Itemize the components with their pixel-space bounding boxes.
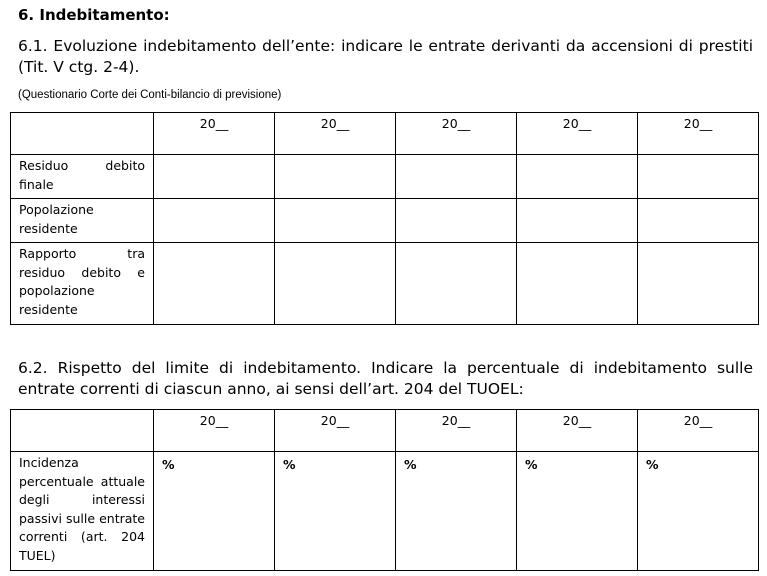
percent-input-cell[interactable]: % bbox=[517, 452, 638, 571]
table-header-row bbox=[11, 410, 759, 452]
year-header-cell: 20__ bbox=[638, 410, 759, 452]
year-header-cell: 20__ bbox=[154, 113, 275, 155]
debt-limit-table bbox=[10, 409, 759, 571]
percent-input-cell[interactable]: % bbox=[638, 452, 759, 571]
debt-evolution-table bbox=[10, 112, 759, 325]
input-cell[interactable] bbox=[154, 199, 275, 243]
input-cell[interactable] bbox=[275, 199, 396, 243]
row-label-rapporto: Rapporto tra residuo debito e popolazione residente bbox=[11, 243, 154, 325]
header-empty-cell bbox=[11, 113, 154, 155]
row-label-residuo-debito: Residuo debito finale bbox=[11, 155, 154, 199]
row-label-popolazione: Popolazione residente bbox=[11, 199, 154, 243]
percent-input-cell[interactable]: % bbox=[396, 452, 517, 571]
input-cell[interactable] bbox=[396, 155, 517, 199]
input-cell[interactable] bbox=[517, 199, 638, 243]
input-cell[interactable] bbox=[638, 243, 759, 325]
input-cell[interactable] bbox=[517, 243, 638, 325]
input-cell[interactable] bbox=[154, 243, 275, 325]
part2-title: 6.2. Rispetto del limite di indebitamento. Indicare la percentuale di indebitamento sulle entrate correnti di ciascun anno, ai sensi dell’art. 204 del TUOEL: bbox=[18, 359, 753, 398]
input-cell[interactable] bbox=[275, 243, 396, 325]
percent-input-cell[interactable]: % bbox=[154, 452, 275, 571]
part1-source-note: (Questionario Corte dei Conti-bilancio di previsione) bbox=[18, 89, 282, 101]
year-header-cell: 20__ bbox=[517, 410, 638, 452]
table-row bbox=[11, 243, 759, 325]
input-cell[interactable] bbox=[638, 155, 759, 199]
input-cell[interactable] bbox=[154, 155, 275, 199]
input-cell[interactable] bbox=[275, 155, 396, 199]
input-cell[interactable] bbox=[396, 199, 517, 243]
table-row bbox=[11, 155, 759, 199]
year-header-cell: 20__ bbox=[396, 113, 517, 155]
year-header-cell: 20__ bbox=[154, 410, 275, 452]
table-row bbox=[11, 452, 759, 571]
year-header-cell: 20__ bbox=[275, 410, 396, 452]
input-cell[interactable] bbox=[638, 199, 759, 243]
row-label-incidenza-interessi: Incidenza percentuale attuale degli interessi passivi sulle entrate correnti (art. 204 TUEL) bbox=[11, 452, 154, 571]
year-header-cell: 20__ bbox=[396, 410, 517, 452]
input-cell[interactable] bbox=[517, 155, 638, 199]
year-header-cell: 20__ bbox=[638, 113, 759, 155]
year-header-cell: 20__ bbox=[275, 113, 396, 155]
year-header-cell: 20__ bbox=[517, 113, 638, 155]
section-title: 6. Indebitamento: bbox=[18, 6, 170, 24]
table-header-row bbox=[11, 113, 759, 155]
input-cell[interactable] bbox=[396, 243, 517, 325]
header-empty-cell bbox=[11, 410, 154, 452]
percent-input-cell[interactable]: % bbox=[275, 452, 396, 571]
part1-title: 6.1. Evoluzione indebitamento dell’ente: indicare le entrate derivanti da accensioni di prestiti (Tit. V ctg. 2-4). bbox=[18, 37, 753, 76]
table-row bbox=[11, 199, 759, 243]
